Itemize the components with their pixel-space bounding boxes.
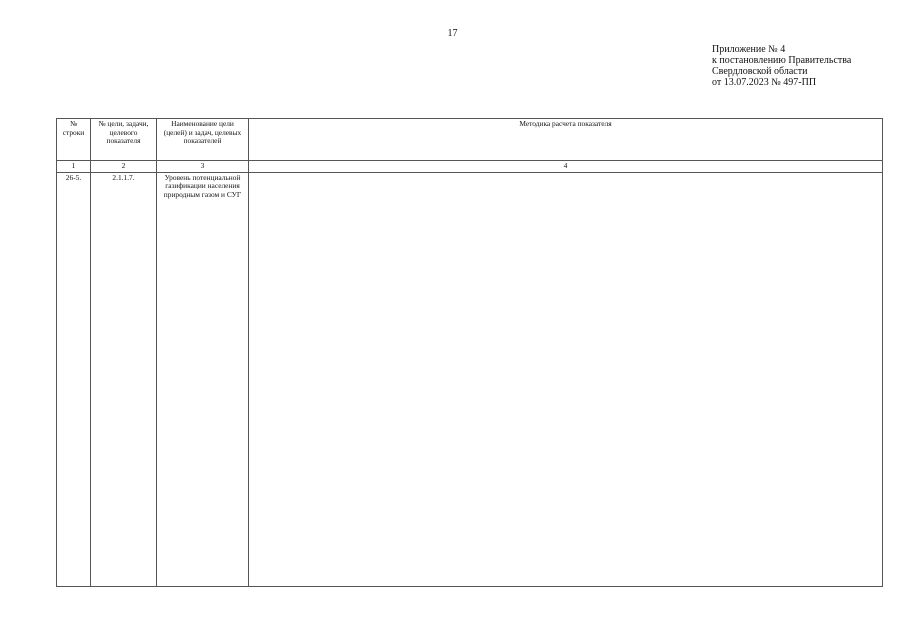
row-indicator-number: 2.1.1.7. [91,172,157,586]
methodology-text [251,174,880,582]
header-methodology: Методика расчета показателя [249,119,883,161]
column-number-row [57,161,883,173]
appendix-line-3: Свердловской области [712,66,808,77]
header-indicator-name: Наименование цели (целей) и задач, целевых показателей [157,119,249,161]
appendix-line-4: от 13.07.2023 № 497-ПП [712,77,817,88]
row-indicator-name: Уровень потенциальной газификации населения природным газом и СУГ [157,172,249,586]
row-methodology [249,172,883,586]
header-line-number: № строки [57,119,91,161]
appendix-line-2: к постановлению Правительства [712,55,852,66]
appendix-header [712,44,882,88]
column-number-4: 4 [249,161,883,173]
appendix-line-1: Приложение № 4 [712,44,786,55]
table-header-row [57,119,883,161]
indicators-table [56,118,883,587]
column-number-2: 2 [91,161,157,173]
column-number-1: 1 [57,161,91,173]
row-line-number: 26-5. [57,172,91,586]
column-number-3: 3 [157,161,249,173]
header-indicator-number: № цели, задачи, целевого показателя [91,119,157,161]
table-row [57,172,883,586]
page-number: 17 [447,28,458,39]
